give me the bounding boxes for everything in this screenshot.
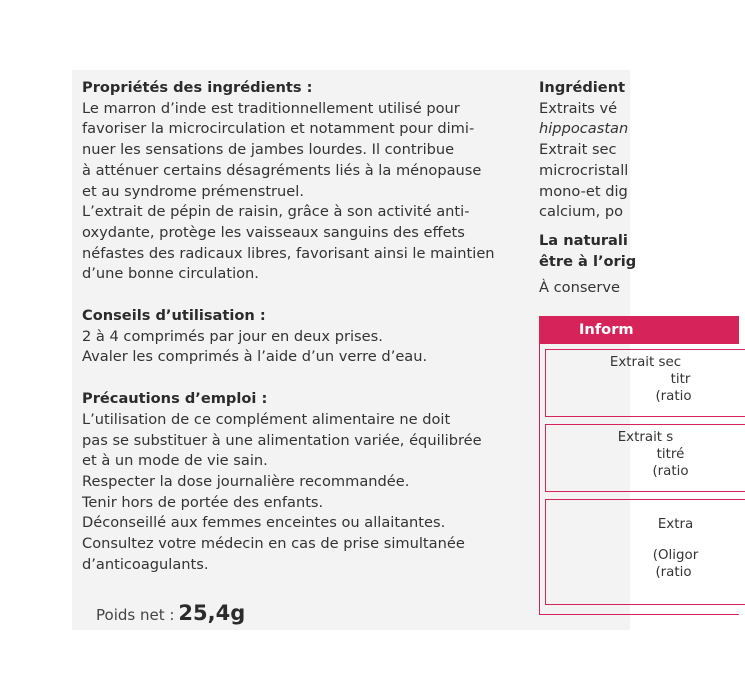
- right-line-bold: être à l’orig: [539, 252, 637, 270]
- net-weight: [96, 601, 245, 625]
- ingredients-line: Le marron d’inde est traditionnellement utilisé pour: [82, 99, 460, 117]
- right-line: Extraits vé: [539, 99, 618, 117]
- ingredients-line: L’extrait de pépin de raisin, grâce à son activité anti-: [82, 203, 470, 221]
- info-cell-line: (ratio: [652, 464, 689, 479]
- precautions-title: Précautions d’emploi :: [82, 390, 268, 408]
- right-line: microcristall: [539, 161, 629, 179]
- info-cell-line: (ratio: [655, 389, 692, 404]
- info-cell: [545, 424, 745, 492]
- usage-line: Avaler les comprimés à l’aide d’un verre d’eau.: [82, 348, 428, 366]
- right-ingredients-title: Ingrédient: [539, 79, 626, 96]
- precautions-line: Consultez votre médecin en cas de prise simultanée: [82, 535, 465, 553]
- info-cell: [545, 349, 745, 417]
- info-cell-line: (Oligor: [652, 548, 699, 563]
- usage-title: Conseils d’utilisation :: [82, 307, 266, 325]
- info-cell-line: titr: [670, 372, 691, 387]
- precautions-section: [82, 389, 522, 575]
- right-line-italic: hippocastan: [539, 120, 629, 138]
- right-line: À conserve: [539, 279, 621, 297]
- info-table-header: Inform: [539, 316, 739, 343]
- info-cell-line: Extrait s: [617, 430, 674, 445]
- info-cell-line: (ratio: [655, 565, 692, 580]
- right-line: Extrait sec: [539, 141, 617, 159]
- left-column: [82, 78, 522, 596]
- ingredients-line: nuer les sensations de jambes lourdes. Il contribue: [82, 141, 455, 159]
- precautions-line: L’utilisation de ce complément alimentaire ne doit: [82, 410, 451, 428]
- ingredients-line: favoriser la microcirculation et notamment pour dimi-: [82, 120, 475, 138]
- info-cell-line: titré: [656, 447, 685, 462]
- right-line: calcium, po: [539, 203, 624, 221]
- info-cell-line: [546, 533, 745, 547]
- right-line: [539, 119, 739, 140]
- right-line: mono-et dig: [539, 182, 628, 200]
- ingredients-line: oxydante, protège les vaisseaux sanguins des effets: [82, 223, 465, 241]
- precautions-line: Déconseillé aux femmes enceintes ou allaitantes.: [82, 514, 446, 532]
- info-cell-line: Extrait sec: [609, 355, 682, 370]
- ingredients-line: à atténuer certains désagréments liés à la ménopause: [82, 161, 482, 179]
- ingredients-section: [82, 78, 522, 285]
- right-line-bold: La naturali: [539, 231, 628, 249]
- precautions-line: d’anticoagulants.: [82, 555, 209, 573]
- ingredients-line: néfastes des radicaux libres, favorisant ainsi le maintien: [82, 244, 495, 262]
- ingredients-line: d’une bonne circulation.: [82, 265, 259, 283]
- precautions-line: et à un mode de vie sain.: [82, 452, 268, 470]
- net-weight-label: Poids net :: [96, 606, 175, 624]
- net-weight-value: 25,4g: [178, 601, 246, 625]
- right-column: [539, 78, 739, 299]
- precautions-line: Respecter la dose journalière recommandée.: [82, 472, 410, 490]
- info-table: [539, 343, 739, 615]
- usage-section: [82, 306, 522, 368]
- ingredients-title: Propriétés des ingrédients :: [82, 79, 313, 96]
- info-cell-line: Extra: [657, 517, 694, 532]
- label-panel: [72, 70, 699, 630]
- info-cell: [545, 499, 745, 605]
- usage-line: 2 à 4 comprimés par jour en deux prises.: [82, 327, 383, 345]
- precautions-line: pas se substituer à une alimentation variée, équilibrée: [82, 431, 482, 449]
- precautions-line: Tenir hors de portée des enfants.: [82, 493, 324, 511]
- ingredients-line: et au syndrome prémenstruel.: [82, 182, 304, 200]
